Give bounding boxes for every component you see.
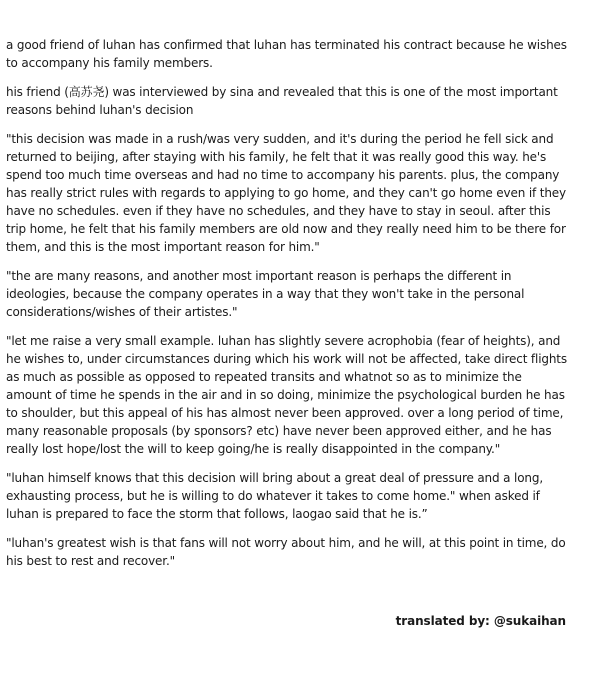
paragraph-decision-quote: "this decision was made in a rush/was very sudden, and it's during the period he fell sick and returned to beijing, after staying with his family, he felt that it was really good this way. he's spend too much time overseas and had no time to accompany his parents. plus, the company has really strict rules with regards to applying to go home, and they can't go home even if they have no schedules. even if they have no schedules, and they have to stay in seoul. after this trip home, he felt that his family members are old now and they really need him to be there for them, and this is the most important reason for him." [6,132,566,254]
article-body [6,36,568,581]
paragraph-contract-termination: a good friend of luhan has confirmed that luhan has terminated his contract because he wishes to accompany his family members. [6,38,567,70]
paragraph-acrophobia-quote: "let me raise a very small example. luhan has slightly severe acrophobia (fear of heights), and he wishes to, under circumstances during which his work will not be affected, take direct flights as much as possible as opposed to repeated transits and whatnot so as to minimize the amount of time he spends in the air and in so doing, minimize the psychological burden he has to shoulder, but this appeal of his has almost never been approved. over a long period of time, many reasonable proposals (by sponsors? etc) have never been approved either, and he has really lost hope/lost the will to keep going/he is really disappointed in the company." [6,334,567,456]
paragraph-ideologies-quote: "the are many reasons, and another most important reason is perhaps the different in ideologies, because the company operates in a way that they won't take in the personal considerations/wishes of their artistes." [6,269,525,319]
translator-credit: translated by: @sukaihan [395,614,566,628]
paragraph-pressure-quote: "luhan himself knows that this decision will bring about a great deal of pressure and a long, exhausting process, but he is willing to do whatever it takes to come home." when asked if luhan is prepared to face the storm that follows, laogao said that he is.” [6,471,543,521]
paragraph-friend-interview: his friend (高苏尧) was interviewed by sina and revealed that this is one of the most important reasons behind luhan's decision [6,85,558,117]
paragraph-greatest-wish-quote: "luhan's greatest wish is that fans will not worry about him, and he will, at this point in time, do his best to rest and recover." [6,536,566,568]
